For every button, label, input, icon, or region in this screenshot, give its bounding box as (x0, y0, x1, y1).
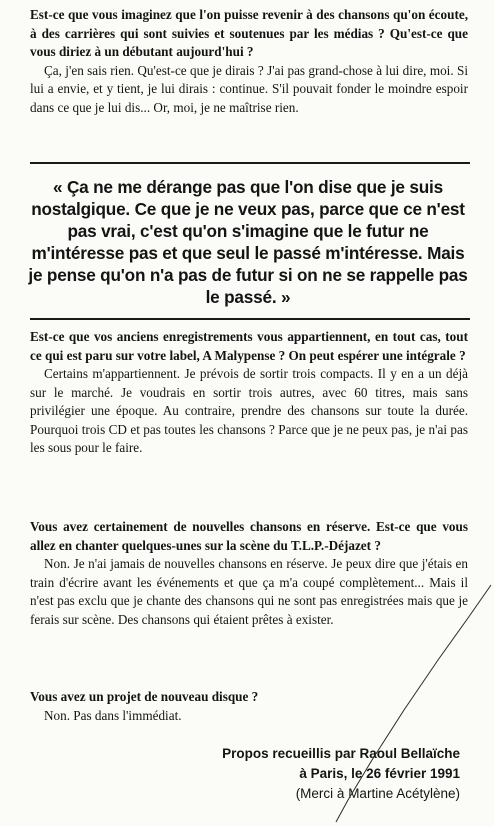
credit-place-date: à Paris, le 26 février 1991 (299, 766, 460, 781)
interview-section-3 (30, 518, 468, 629)
bottom-rule (30, 318, 470, 320)
answer-2: Certains m'appartiennent. Je prévois de sortir trois compacts. Il y en a un déjà sur le marché. Je voudrais en sortir trois autres, avec 60 titres, mais sans privilégier une époque. Au contraire, prendre des chansons sur toute la durée. Pourquoi trois CD et pas toutes les chansons ? Parce que je ne peux pas, je n'ai pas les sous pour le faire. (30, 366, 468, 455)
pull-quote: « Ça ne me dérange pas que l'on dise que je suis nostalgique. Ce que je ne veux pas, parce que ce n'est pas vrai, c'est qu'on s'imagine que le futur ne m'intéresse pas et que seul le passé m'intéresse. Mais je pense qu'on n'a pas de futur si on ne se rappelle pas le passé. » (28, 177, 468, 307)
credit-author: Propos recueillis par Raoul Bellaïche (222, 746, 460, 761)
interview-section-2 (30, 328, 468, 458)
interview-credit (160, 744, 460, 804)
top-rule (30, 162, 470, 164)
answer-3: Non. Je n'ai jamais de nouvelles chansons en réserve. Je peux dire que j'étais en train d'écrire avant les événements et que ça m'a coupé complètement... Mais il n'est pas exclu que je chante des chansons qui ne sont pas enregistrées mais que je ferais sur scène. Des chansons qui étaient prêtes à exister. (30, 556, 468, 627)
question-4: Vous avez un projet de nouveau disque ? (30, 689, 259, 704)
question-3: Vous avez certainement de nouvelles chansons en réserve. Est-ce que vous allez en chanter quelques-unes sur la scène du T.L.P.-Déjazet ? (30, 519, 468, 553)
credit-thanks: (Merci à Martine Acétylène) (295, 786, 460, 801)
question-1: Est-ce que vous imaginez que l'on puisse revenir à des chansons qu'on écoute, à des carrières qui sont suivies et soutenues par les médias ? Qu'est-ce que vous diriez à un débutant aujourd'hui ? (30, 7, 468, 59)
answer-4: Non. Pas dans l'immédiat. (44, 707, 182, 723)
interview-section-1 (30, 6, 468, 117)
question-2: Est-ce que vos anciens enregistrements vous appartiennent, en tout cas, tout ce qui est paru sur votre label, A Malypense ? On peut espérer une intégrale ? (30, 329, 468, 363)
answer-1: Ça, j'en sais rien. Qu'est-ce que je dirais ? J'ai pas grand-chose à lui dire, moi. Si lui a envie, et y tient, je lui dirais : continue. S'il pouvait fonder le moindre espoir dans ce que je lui dis... Or, moi, je ne maîtrise rien. (30, 62, 468, 115)
interview-section-4 (30, 688, 468, 725)
